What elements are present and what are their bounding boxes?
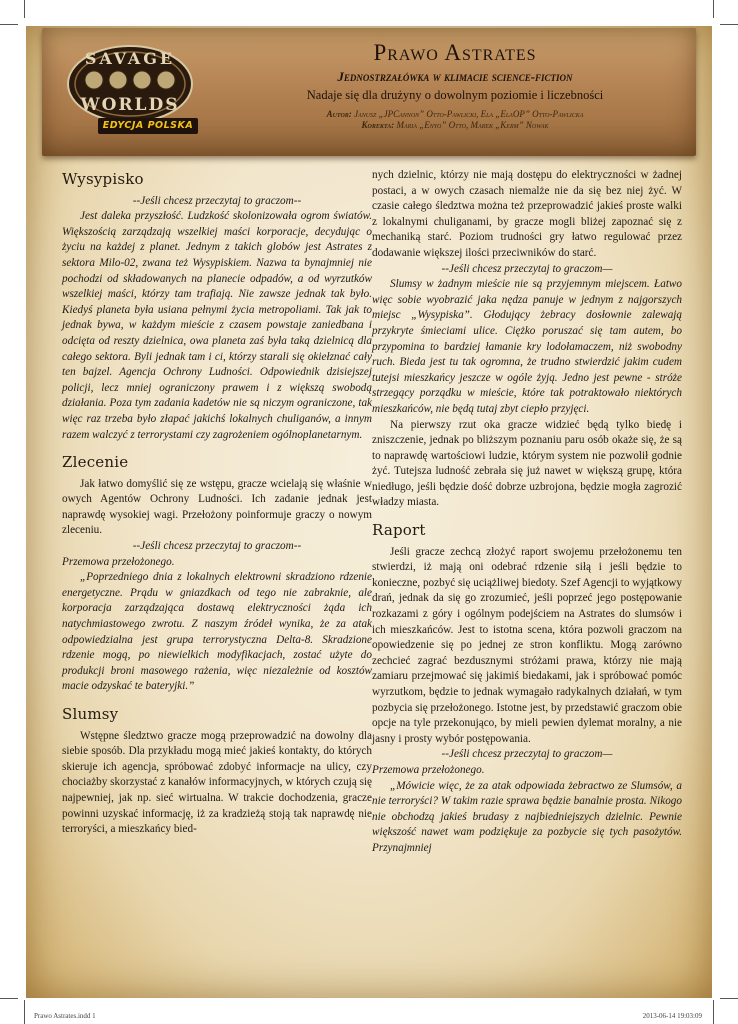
crop-mark [720, 24, 738, 25]
crop-mark [24, 0, 25, 18]
proofread-label: Korekta: [361, 120, 395, 130]
speech-intro: Przemowa przełożonego. [62, 555, 175, 568]
crop-mark [24, 1000, 25, 1024]
read-aloud-marker: --Jeśli chcesz przeczytaj to graczom— [441, 262, 613, 275]
paragraph: nych dzielnic, którzy nie mają dostępu do elektryczności w żadnej postaci, a w owych czasach niemalże nie da się bez niej żyć. W czasie całego śledztwa można też przeprowadzić jakieś proste walki z lokalnymi chuliganami, by gracze mogli bliżej zapoznać się z mechaniką starć. Poziom trudności gry łatwo regulować przez dodawanie większej ilości przeciwników do starć. [372, 169, 682, 259]
read-aloud-marker: --Jeśli chcesz przeczytaj to graczom— [441, 748, 613, 761]
author-credit [230, 109, 680, 120]
crop-mark [0, 998, 18, 999]
paragraph: Jest daleka przyszłość. Ludzkość skolonizowała ogrom światów. Większością zarządzają wszelkiej maści korporacje, decydując o życiu na każdej z planet. Jednym z takich globów jest Astrates z sektora Milo-02, zwana też Wysypiskiem. Nazwa ta bynajmniej nie pochodzi od składowanych na planecie odpadów, a od wyrzutków wszelkiej maści, którzy tam trafiają. Nie zawsze jednak tak było. Kiedyś planeta była usiana pełnymi życia metropoliami. Tak jak to jednak bywa, w każdym mieście z czasem powstaje zaniedbana i odcięta od reszty dzielnica, owa planeta zaś była taką dzielnicą dla całego sektora. Byli jednak tam i ci, którzy starali się okiełznać cały ten bajzel. Agencja Ochrony Ludności. Odpowiednik dzisiejszej policji, lecz mniej ograniczony prawem i z większą swobodą działania. Poza tym zadania kadetów nie są niczym ograniczone, tak więc raz trzeba było złapać jakichś lokalnych chuliganów, a innym razem walczyć z terrorystami czy zagrożeniem ogólnoplanetarnym. [62, 210, 372, 441]
crop-mark [713, 1000, 714, 1024]
author-label: Autor: [326, 109, 352, 119]
savage-worlds-logo [58, 40, 208, 138]
crop-mark [713, 0, 714, 18]
paragraph: Wstępne śledztwo gracze mogą przeprowadzić na dowolny dla siebie sposób. Dla przykładu mogą mieć jakieś kontakty, do których skieruje ich agencja, spróbować zdobyć informacje na ulicy, czy chociażby skorzystać z kanałów informacyjnych, w których czują się najpewniej, jak np. sieć wirtualna. W trakcie dochodzenia, gracze powinni uzyskać informację, iż za kradzieżą stoją tak naprawdę nie terroryści, a mieszkańcy bied- [62, 729, 372, 836]
proofread-credit [230, 120, 680, 131]
section-heading-zlecenie: Zlecenie [62, 453, 129, 472]
crop-mark [720, 998, 738, 999]
author-names: Janusz „JPCannon” Otto-Pawlicki, Ela „ElaOP” Otto-Pawlicka [354, 109, 584, 119]
read-aloud-marker: --Jeśli chcesz przeczytaj to graczom-- [132, 194, 302, 207]
footer-timestamp: 2013-06-14 19:03:09 [642, 1012, 702, 1020]
paragraph: Jeśli gracze zechcą złożyć raport swojemu przełożonemu ten stwierdzi, iż mają oni odebrać rdzenie siłą i jeśli będzie to konieczne, pozbyć się uciążliwej biedoty. Szef Agencji to wyjątkowy drań, jednak da się go zrozumieć, jeśli poprzeć jego postępowanie rozkazami z góry i ogólnym podejściem na Astrates do slumsów i ich mieszkańców. Jest to istotna scena, która pozwoli graczom na opowiedzenie się po jednej ze stron konfliktu. Mogą zarówno zechcieć zagrać bezdusznymi stróżami prawa, którzy nie mają zamiaru przejmować się jakimiś biedakami, jak i spróbować pomóc wyrzutkom, będzie to jednak wymagało radykalnych działań, w tym pozbycia się przełożonego. Istotne jest, by przedstawić graczom obie opcje na tyle przekonująco, by mieli pewien dylemat moralny, a nie jasny i prosty wybór postępowania. [372, 545, 682, 745]
footer-filename: Prawo Astrates.indd 1 [34, 1012, 96, 1020]
page-subtitle: Jednostrzałówka w klimacie science-fiction [337, 69, 573, 84]
paragraph: Jak łatwo domyślić się ze wstępu, gracze wcielają się właśnie w owych Agentów Ochrony Ludności. Ich zadanie jednak jest naprawdę wysokiej wagi. Przełożony poinformuje graczy o nowym zleceniu. [62, 477, 372, 537]
page-title: Prawo Astrates [373, 40, 537, 65]
paragraph: „Mówicie więc, że za atak odpowiada żebractwo ze Slumsów, a nie terroryści? W takim razie sprawa będzie banalnie prosta. Nikogo nie obchodzą jakieś brudasy z najbiedniejszych dzielnic. Pewnie większość nawet wam podziękuje za pozbycie się tych pasożytów. Przynajmniej [372, 779, 682, 854]
section-heading-slumsy: Slumsy [62, 705, 119, 723]
svg-text:WORLDS: WORLDS [80, 95, 180, 115]
right-column [372, 168, 682, 857]
svg-text:SAVAGE: SAVAGE [84, 49, 176, 68]
logo-edition-label: EDYCJA POLSKA [98, 118, 198, 134]
section-heading-wysypisko: Wysypisko [62, 170, 144, 188]
section-heading-raport: Raport [372, 521, 426, 540]
read-aloud-marker: --Jeśli chcesz przeczytaj to graczom-- [132, 540, 302, 553]
crop-mark [0, 24, 18, 25]
left-column [62, 168, 372, 838]
proofread-names: Maria „Enyo” Otto, Marek „Kerm” Nowak [396, 120, 549, 130]
paragraph: „Poprzedniego dnia z lokalnych elektrowni skradziono rdzenie energetyczne. Prądu w gniazdkach od tego nie zabraknie, ale korporacja zarządzająca dostawą elektryczności żąda ich natychmiastowego zwrotu. Z naszym źródeł wynika, że za atak odpowiedzialna jest grupa terrorystyczna Delta-8. Skradzione rdzenie mogą, po niewielkich modyfikacjach, zostać użyte do produkcji broni masowego rażenia, więc niezależnie od kosztów macie odzyskać te bateryjki.” [62, 571, 372, 693]
paragraph: Na pierwszy rzut oka gracze widzieć będą tylko biedę i zniszczenie, jednak po bliższym poznaniu paru osób okaże się, że są to naprawdę wartościowi ludzie, którym system nie pozwolił godnie żyć. Tutejsza ludność zebrała się już nawet w większą grupę, która niedługo, jeśli będzie dość dobrze uzbrojona, będzie mogła zagrozić władzy miasta. [372, 418, 682, 509]
speech-intro: Przemowa przełożonego. [372, 763, 485, 776]
page-tagline: Nadaje się dla drużyny o dowolnym poziomie i liczebności [306, 88, 604, 102]
header-text [230, 40, 680, 131]
paragraph: Slumsy w żadnym mieście nie są przyjemnym miejscem. Łatwo więc sobie wyobrazić jaka nędza panuje w jednym z najgorszych miejsc „Wysypiska”. Głodujący żebracy dosłownie zalewają przykryte śmieciami ulice. Ciężko poruszać się tam autem, bo przypomina to bardziej łamanie kry lodołamaczem, niż swobodny ruch. Bieda jest tu tak ogromna, że trudno stwierdzić jakim cudem tutejsi mieszkańcy jeszcze w ogóle żyją. Jedno jest pewne - stróże strzegący porządku w mieście, które tak potraktowało niektórych mieszkańców, nie będą tutaj zbyt ciepło przyjęci. [372, 278, 682, 415]
